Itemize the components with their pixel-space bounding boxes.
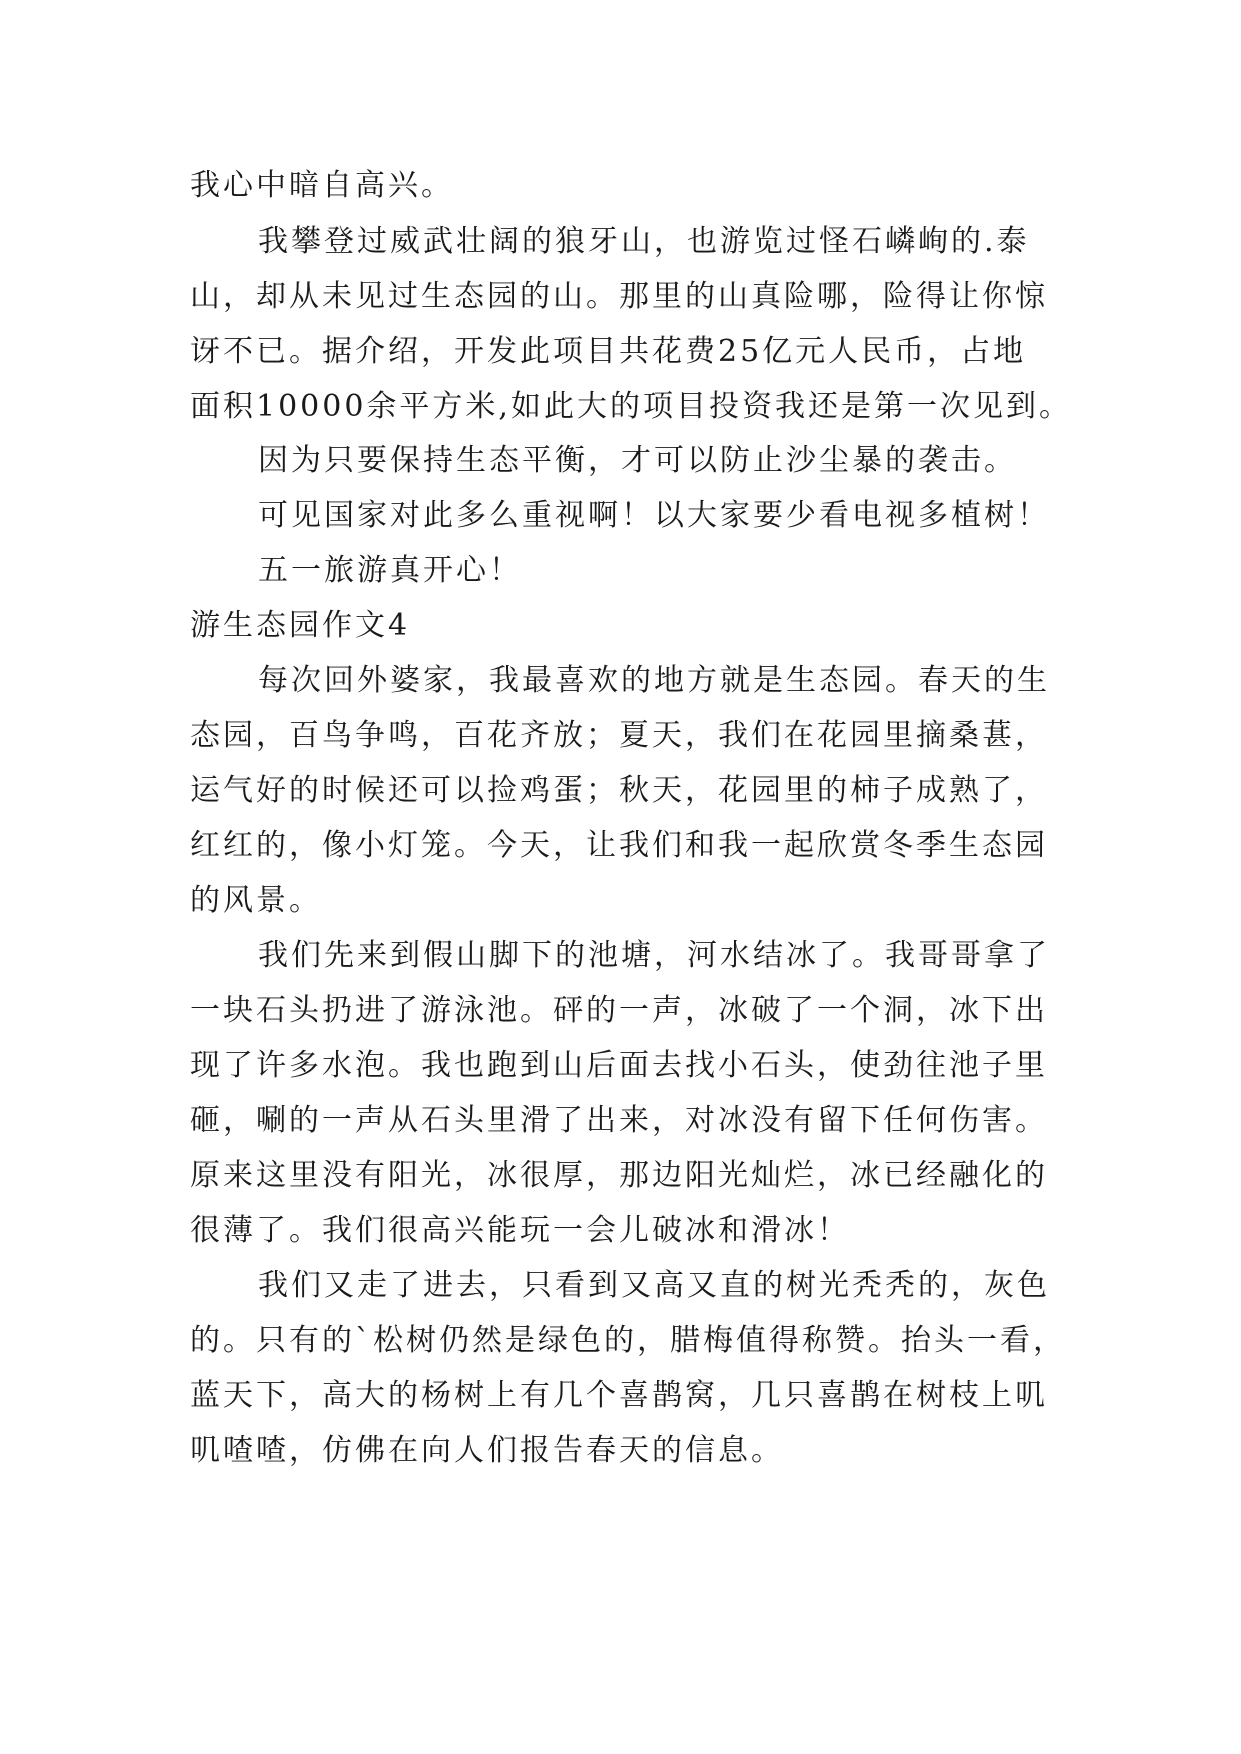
paragraph-start: 我们又走了进去，只看到又高又直的树光秃秃的，灰色 [258, 1268, 1050, 1303]
section-heading: 游生态园作文4 [190, 608, 411, 643]
text-line: 运气好的时候还可以捡鸡蛋；秋天，花园里的柿子成熟了， [190, 773, 1048, 808]
text-line: 讶不已。据介绍，开发此项目共花费25亿元人民币，占地 [190, 334, 1027, 369]
text-line: 面积10000余平方米,如此大的项目投资我还是第一次见到。 [190, 389, 1072, 424]
paragraph-start: 五一旅游真开心！ [258, 553, 522, 588]
text-line: 一块石头扔进了游泳池。砰的一声，冰破了一个洞，冰下出 [190, 993, 1048, 1028]
paragraph-start: 每次回外婆家，我最喜欢的地方就是生态园。春天的生 [258, 663, 1050, 698]
text-line: 红红的，像小灯笼。今天，让我们和我一起欣赏冬季生态园 [190, 828, 1048, 863]
text-line: 的风景。 [190, 883, 322, 918]
text-line: 原来这里没有阳光，冰很厚，那边阳光灿烂，冰已经融化的 [190, 1158, 1048, 1193]
text-line: 很薄了。我们很高兴能玩一会儿破冰和滑冰！ [190, 1213, 850, 1248]
paragraph-start: 可见国家对此多么重视啊！以大家要少看电视多植树！ [258, 498, 1050, 533]
text-line: 我心中暗自高兴。 [190, 168, 454, 203]
text-line: 砸，唰的一声从石头里滑了出来，对冰没有留下任何伤害。 [190, 1103, 1048, 1138]
text-line: 蓝天下，高大的杨树上有几个喜鹊窝，几只喜鹊在树枝上叽 [190, 1378, 1048, 1413]
text-line: 叽喳喳，仿佛在向人们报告春天的信息。 [190, 1433, 784, 1468]
paragraph-start: 因为只要保持生态平衡，才可以防止沙尘暴的袭击。 [258, 443, 1017, 478]
text-line: 现了许多水泡。我也跑到山后面去找小石头，使劲往池子里 [190, 1048, 1048, 1083]
text-line: 态园，百鸟争鸣，百花齐放；夏天，我们在花园里摘桑葚， [190, 718, 1048, 753]
text-line: 山，却从未见过生态园的山。那里的山真险哪，险得让你惊 [190, 279, 1048, 314]
text-line: 的。只有的`松树仍然是绿色的，腊梅值得称赞。抬头一看， [190, 1323, 1066, 1358]
paragraph-start: 我攀登过威武壮阔的狼牙山，也游览过怪石嶙峋的.泰 [258, 224, 1030, 259]
paragraph-start: 我们先来到假山脚下的池塘，河水结冰了。我哥哥拿了 [258, 938, 1050, 973]
